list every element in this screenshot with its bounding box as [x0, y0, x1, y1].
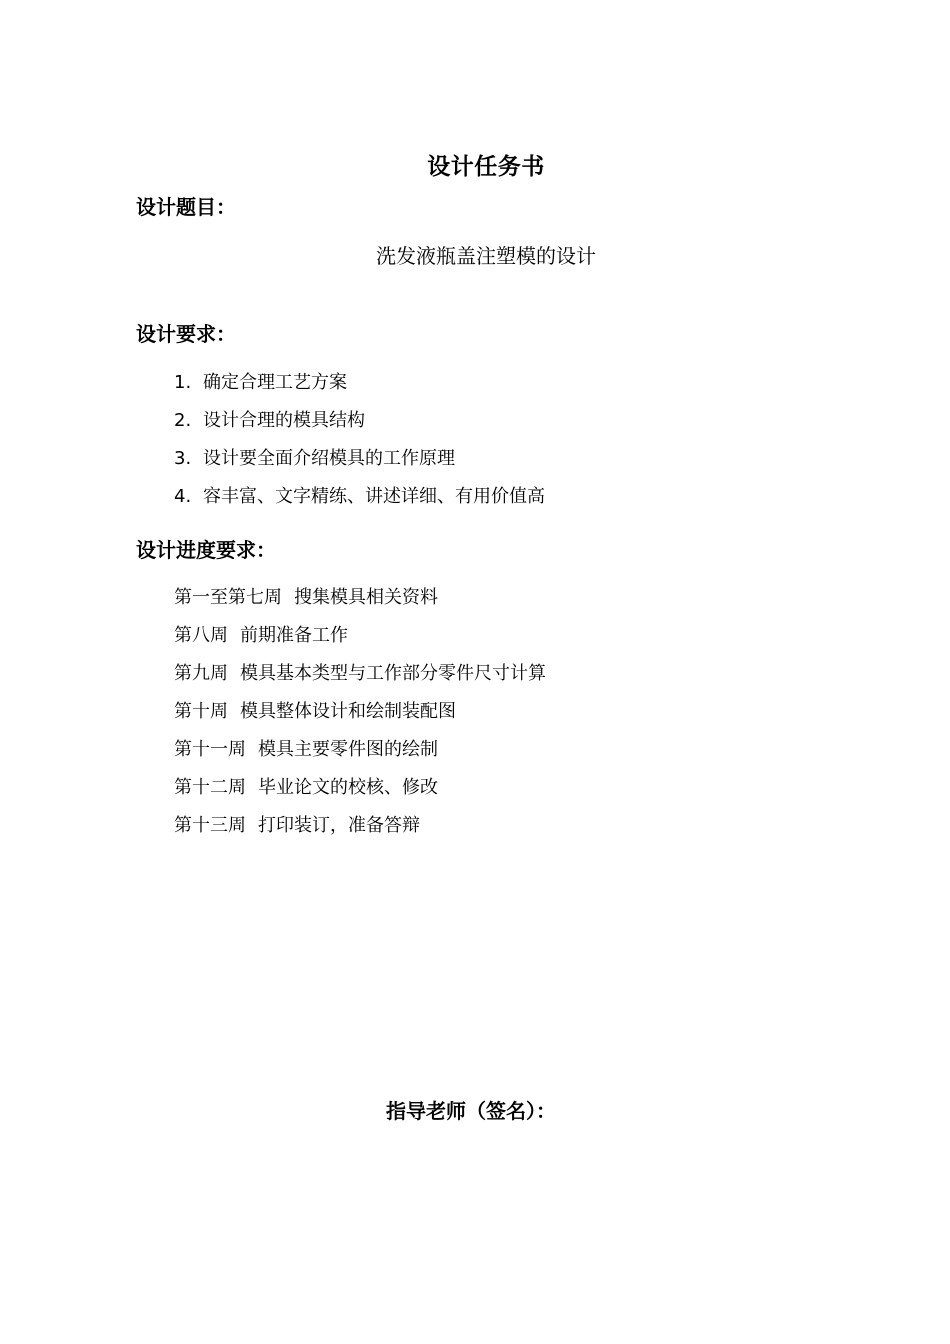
list-item	[174, 661, 546, 699]
week-label: 第一至第七周	[174, 587, 282, 608]
week-task: 模具主要零件图的绘制	[258, 739, 438, 760]
item-number: 3.	[174, 448, 192, 469]
list-item	[174, 370, 545, 408]
list-item	[174, 484, 545, 522]
advisor-signature-label: 指导老师（签名）：	[386, 1099, 556, 1123]
schedule-list	[174, 585, 546, 851]
item-text: 容丰富、文字精练、讲述详细、有用价值高	[203, 486, 545, 507]
list-item	[174, 585, 546, 623]
topic-heading: 设计题目：	[136, 195, 236, 219]
item-number: 4.	[174, 486, 192, 507]
list-item	[174, 775, 546, 813]
week-label: 第九周	[174, 663, 228, 684]
week-task: 模具基本类型与工作部分零件尺寸计算	[240, 663, 546, 684]
item-number: 1.	[174, 372, 192, 393]
week-label: 第十二周	[174, 777, 246, 798]
requirements-heading: 设计要求：	[136, 322, 236, 346]
item-number: 2.	[174, 410, 192, 431]
schedule-heading: 设计进度要求：	[136, 538, 276, 562]
week-label: 第十三周	[174, 815, 246, 836]
week-label: 第十周	[174, 701, 228, 722]
list-item	[174, 699, 546, 737]
week-task: 前期准备工作	[240, 625, 348, 646]
week-task: 搜集模具相关资料	[294, 587, 438, 608]
requirements-list	[174, 370, 545, 522]
list-item	[174, 737, 546, 775]
design-topic: 洗发液瓶盖注塑模的设计	[376, 244, 596, 268]
week-label: 第十一周	[174, 739, 246, 760]
week-task: 毕业论文的校核、修改	[258, 777, 438, 798]
list-item	[174, 408, 545, 446]
page-title: 设计任务书	[427, 154, 545, 180]
item-text: 确定合理工艺方案	[203, 372, 347, 393]
week-label: 第八周	[174, 625, 228, 646]
item-text: 设计要全面介绍模具的工作原理	[203, 448, 455, 469]
week-task: 打印装订，准备答辩	[258, 815, 420, 836]
list-item	[174, 623, 546, 661]
item-text: 设计合理的模具结构	[203, 410, 365, 431]
week-task: 模具整体设计和绘制装配图	[240, 701, 456, 722]
list-item	[174, 813, 546, 851]
list-item	[174, 446, 545, 484]
